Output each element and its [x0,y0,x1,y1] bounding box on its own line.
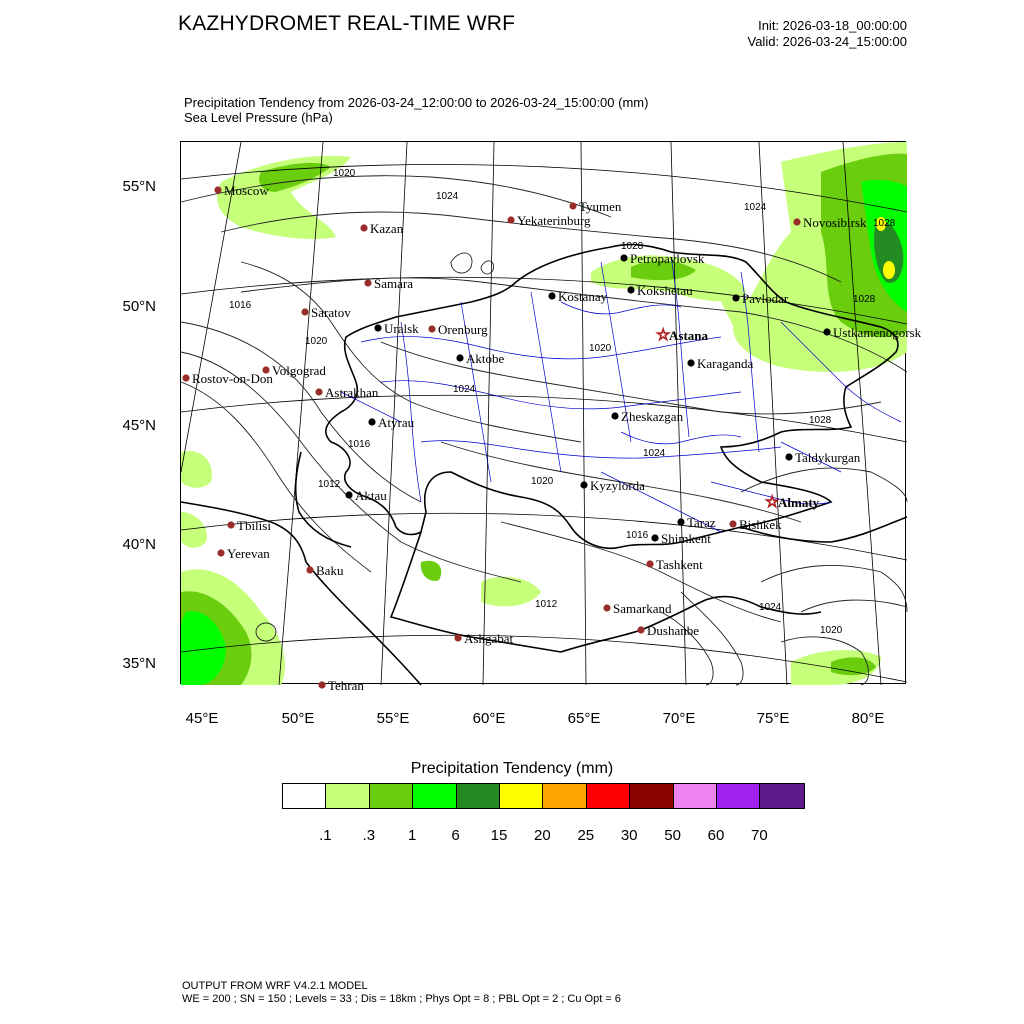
city-label: Ashgabat [464,631,514,646]
colorbar-tick-label: .1 [319,827,332,844]
city-label: Samarkand [613,601,672,616]
city-label: Almaty [778,495,820,510]
city-label: Bishkek [739,517,782,532]
city-label: Petropavlovsk [630,251,705,266]
city-samarkand [603,601,672,616]
colorbar-swatch [457,784,500,808]
city-tashkent [646,557,703,572]
city-label: Dushanbe [647,623,699,638]
city-label: Volgograd [272,363,326,378]
city-label: Saratov [311,305,351,320]
city-bishkek [729,517,782,532]
isobar-label: 1028 [809,415,832,426]
lon-label-80e: 80°E [851,710,885,727]
city-label: Kazan [370,221,404,236]
city-atyrau [368,415,414,430]
isobar-label: 1020 [333,168,356,179]
city-marker-icon [637,626,644,633]
city-tyumen [569,199,622,214]
colorbar-swatch [500,784,543,808]
lon-label-75e: 75°E [756,710,790,727]
city-marker-icon [646,560,653,567]
city-marker-icon [374,324,381,331]
city-label: Novosibirsk [803,215,867,230]
city-label: Kostanay [558,289,608,304]
isobar-label: 1024 [744,202,767,213]
colorbar-tick-label: 6 [451,827,460,844]
city-marker-icon [677,518,684,525]
city-label: Kyzylorda [590,478,645,493]
city-marker-icon [823,328,830,335]
city-marker-icon [227,521,234,528]
city-tbilisi [227,518,271,533]
city-label: Aktau [355,488,387,503]
city-uralsk [374,321,419,336]
city-marker-icon [217,549,224,556]
city-marker-icon [687,359,694,366]
isobar-label: 1024 [453,384,476,395]
lat-label-40n: 40°N [122,536,156,553]
map-title: KAZHYDROMET REAL-TIME WRF [178,12,516,35]
city-novosibirsk [793,215,867,230]
city-label: Zheskazgan [621,409,684,424]
isobar-label: 1020 [531,476,554,487]
city-samara [364,276,413,291]
capital-star-icon: ☆ [765,494,780,511]
city-marker-icon [306,566,313,573]
isobar-label: 1028 [621,241,644,252]
city-marker-icon [548,292,555,299]
city-orenburg [428,322,488,337]
lon-label-55e: 55°E [376,710,410,727]
city-yekaterinburg [507,213,591,228]
city-label: Orenburg [438,322,488,337]
city-label: Shimkent [661,531,711,546]
map-panel [180,141,922,693]
city-label: Yerevan [227,546,270,561]
colorbar-swatch [674,784,717,808]
colorbar-tick-label: 70 [751,827,768,844]
city-label: Yekaterinburg [517,213,591,228]
city-label: Uralsk [384,321,419,336]
city-marker-icon [620,254,627,261]
colorbar-tick-label: 50 [664,827,681,844]
city-marker-icon [793,218,800,225]
city-marker-icon [580,481,587,488]
city-marker-icon [732,294,739,301]
colorbar-tick-label: .3 [362,827,376,844]
isobar-label: 1028 [853,294,876,305]
lon-label-45e: 45°E [185,710,219,727]
field-description [184,95,648,125]
precip-field-label: Precipitation Tendency from 2026-03-24_12:00:00 to 2026-03-24_15:00:00 (mm) [184,95,649,110]
city-marker-icon [315,388,322,395]
city-marker-icon [318,681,325,688]
colorbar-swatch [283,784,326,808]
city-label: Karaganda [697,356,754,371]
precip-area-caucasus [181,451,212,488]
isobar-label: 1012 [535,599,558,610]
colorbar-swatch [587,784,630,808]
colorbar-swatch [760,784,803,808]
precip-area-south [481,577,541,607]
city-label: Taraz [687,515,716,530]
isobar-label: 1020 [820,625,843,636]
city-tehran [318,678,364,693]
city-marker-icon [603,604,610,611]
isobar-label: 1028 [873,218,896,229]
city-dushanbe [637,623,699,638]
city-marker-icon [611,412,618,419]
model-config: WE = 200 ; SN = 150 ; Levels = 33 ; Dis = 18km ; Phys Opt = 8 ; PBL Opt = 2 ; Cu Opt = 6 [182,993,621,1005]
city-kokshetau [627,283,693,298]
city-label: Rostov-on-Don [192,371,273,386]
city-marker-icon [214,186,221,193]
isobar-label: 1020 [589,343,612,354]
colorbar-swatch [413,784,456,808]
isobar-label: 1020 [305,336,328,347]
model-version: OUTPUT FROM WRF V4.2.1 MODEL [182,980,368,992]
city-petropavlovsk [620,251,704,266]
city-marker-icon [785,453,792,460]
city-yerevan [217,546,270,561]
colorbar-swatch [717,784,760,808]
slp-field-label: Sea Level Pressure (hPa) [184,110,333,125]
city-label: Tbilisi [237,518,271,533]
city-label: Tyumen [579,199,622,214]
city-taraz [677,515,716,530]
city-marker-icon [368,418,375,425]
city-marker-icon [456,354,463,361]
city-label: Samara [374,276,413,291]
colorbar-swatch [326,784,369,808]
valid-time: Valid: 2026-03-24_15:00:00 [747,34,907,49]
city-zheskazgan [611,409,683,424]
city-ashgabat [454,631,513,646]
colorbar-tick-label: 25 [577,827,595,844]
city-label: Tehran [328,678,364,693]
precip-area-northeast [883,261,895,279]
city-kazan [360,221,403,236]
isobar-label: 1016 [626,530,649,541]
city-marker-icon [651,534,658,541]
city-label: Ustkamenogorsk [833,325,922,340]
city-marker-icon [301,308,308,315]
isobar-label: 1016 [348,439,371,450]
isobar-label: 1024 [759,602,782,613]
city-marker-icon [507,216,514,223]
city-label: Astrakhan [325,385,379,400]
isobar-label: 1024 [643,448,666,459]
city-marker-icon [627,286,634,293]
city-marker-icon [729,520,736,527]
city-baku [306,563,344,578]
colorbar-swatch [630,784,673,808]
city-rostov-on-don [182,371,273,386]
city-marker-icon [428,325,435,332]
model-info [182,980,621,1006]
isobar-label: 1012 [318,479,341,490]
city-karaganda [687,356,753,371]
city-label: Taldykurgan [795,450,861,465]
isobar-label: 1024 [436,191,459,202]
lon-label-65e: 65°E [567,710,601,727]
forecast-times [748,18,908,50]
city-marker-icon [364,279,371,286]
map-canvas [181,142,922,693]
city-astana [656,327,709,344]
colorbar-tick-label: 30 [620,827,638,844]
colorbar-tick-label: 20 [534,827,551,844]
colorbar-tick-label: 15 [490,827,508,844]
lon-label-60e: 60°E [472,710,506,727]
colorbar-swatch [543,784,586,808]
city-astrakhan [315,385,379,400]
city-marker-icon [454,634,461,641]
colorbar-title: Precipitation Tendency (mm) [410,760,614,777]
lon-label-70e: 70°E [662,710,696,727]
colorbar-tick-label: 1 [408,827,417,844]
capital-star-icon: ☆ [656,327,671,344]
lat-label-45n: 45°N [122,417,156,434]
colorbar-swatch [370,784,413,808]
city-label: Atyrau [378,415,415,430]
lat-label-35n: 35°N [122,655,156,672]
city-kostanay [548,289,607,304]
city-marker-icon [182,374,189,381]
lon-label-50e: 50°E [281,710,315,727]
city-label: Baku [316,563,344,578]
colorbar [282,783,805,809]
city-label: Moscow [224,183,269,198]
lat-label-50n: 50°N [122,298,156,315]
city-almaty [765,494,820,511]
city-ustkamenogorsk [823,325,921,340]
isobar-label: 1016 [229,300,252,311]
city-marker-icon [569,202,576,209]
precip-area-south [421,561,442,581]
city-taldykurgan [785,450,860,465]
city-label: Kokshetau [637,283,693,298]
city-label: Aktobe [466,351,505,366]
colorbar-tick-label: 60 [707,827,725,844]
lat-label-55n: 55°N [122,178,156,195]
city-label: Pavlodar [742,291,789,306]
city-shimkent [651,531,711,546]
init-time: Init: 2026-03-18_00:00:00 [758,18,907,33]
city-kyzylorda [580,478,645,493]
city-label: Tashkent [656,557,703,572]
city-marker-icon [360,224,367,231]
city-aktobe [456,351,504,366]
city-label: Astana [669,328,709,343]
city-marker-icon [345,491,352,498]
